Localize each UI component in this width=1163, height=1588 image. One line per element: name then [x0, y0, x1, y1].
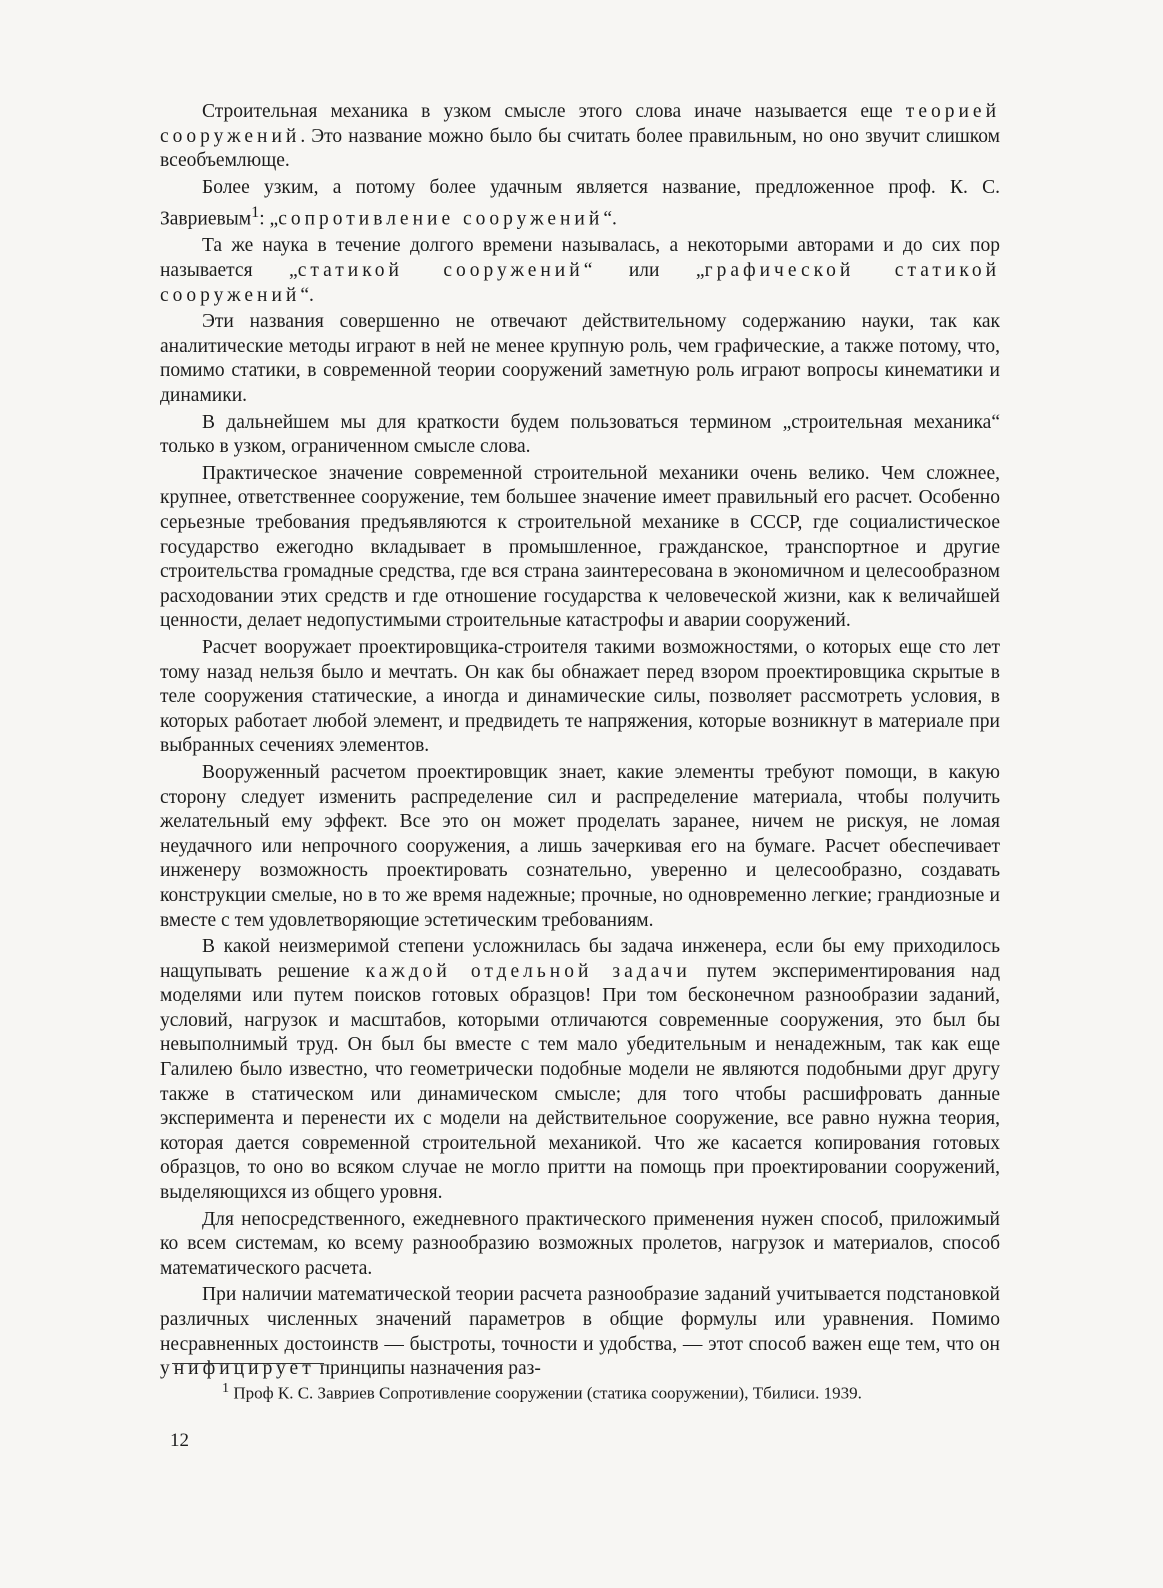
spaced-term: статикой сооружений: [297, 260, 584, 282]
text-run: . Это название можно было бы считать более правильным, но оно звучит слишком всеобъемлюще.: [160, 125, 1000, 172]
spaced-term: каждой отдельной задачи: [365, 960, 691, 982]
footnote-marker: 1: [222, 1380, 230, 1396]
text-run: “ или „: [583, 260, 705, 282]
text-run: “.: [603, 208, 617, 230]
body-text: [160, 100, 1000, 1384]
footnote-rule: [172, 1363, 324, 1364]
paragraph: [160, 1208, 1000, 1282]
text-run: путем экспериментирования над моделями или путем поисков готовых образцов! При том бесконечном разнообразии заданий, условий, нагрузок и масштабов, которыми отличаются современные сооружения, это был бы невыполнимый труд. Он был бы вместе с тем мало убедительным и ненадежным, так как еще Галилею было известно, что геометрически подобные модели не являются подобными друг другу также в статическом или динамическом смысле; для того чтобы расшифровать данные эксперимента и перенести их с модели на действительное сооружение, все равно нужна теория, которая дается современной строительной механикой. Что же касается копирования готовых образцов, то оно во всяком случае не могло притти на помощь при проектировании сооружений, выделяющихся из общего уровня.: [160, 960, 1001, 1204]
text-run: В какой неизмеримой степени усложнилась бы задача инженера, если бы ему приходилось нащупывать решение: [160, 936, 1000, 982]
text-run: Практическое значение современной строительной механики очень велико. Чем сложнее, крупнее, ответственнее сооружение, тем большее значение имеет правильный его расчет. Особенно серьезные требования предъявляются к строительной механике в СССР, где социалистическое государство ежегодно вкладывает в промышленное, гражданское, транспортное и другие строительства громадные средства, где вся страна заинтересована в экономичном и целесообразном расходовании этих средств и где отношение государства к человеческой жизни, как к величайшей ценности, делает недопустимыми строительные катастрофы и аварии сооружений.: [160, 462, 1000, 632]
text-run: Та же наука в течение долгого времени называлась, а некоторыми авторами и до сих пор называется „: [160, 235, 1000, 282]
spaced-term: графической статикой сооружений: [160, 260, 1000, 306]
paragraph: [160, 310, 1000, 408]
spaced-term: сопротивление сооружений: [278, 208, 604, 230]
text-run: При наличии математической теории расчета разнообразие заданий учитывается подстановкой различных численных значений параметров в общие формулы или уравнения. Помимо несравненных достоинств — быстроты, точности и удобства, — этот способ важен еще тем, что он: [160, 1284, 1000, 1355]
text-run: Для непосредственного, ежедневного практического применения нужен способ, приложимый ко всем системам, ко всему разнообразию возможных пролетов, нагрузок и материалов, способ математического расчета.: [160, 1208, 1000, 1279]
text-run: В дальнейшем мы для краткости будем пользоваться термином „строительная механика“ только в узком, ограниченном смысле слова.: [160, 411, 1000, 458]
text-run: : „: [259, 208, 279, 230]
text-run: Более узким, а потому более удачным является название, предложенное проф. К. С. Завриевым: [160, 176, 1000, 230]
text-run: принципы назначения раз-: [314, 1358, 541, 1380]
spaced-term: теорией сооружений: [160, 101, 1000, 147]
paragraph: [160, 636, 1000, 759]
text-run: Вооруженный расчетом проектировщик знает, какие элементы требуют помощи, в какую сторону следует изменить распределение сил и распределение материала, чтобы получить желательный ему эффект. Все это он может проделать заранее, ничем не рискуя, не ломая неудачного или непрочного сооружения, а лишь зачеркивая его на бумаге. Расчет обеспечивает инженеру возможность проектировать сознательно, уверенно и целесообразно, создавать конструкции смелые, но в то же время надежные; прочные, но одновременно легкие; грандиозные и вместе с тем удовлетворяющие эстетическим требованиям.: [160, 761, 1000, 931]
paragraph: [160, 411, 1000, 460]
paragraph: [160, 176, 1000, 233]
paragraph: [160, 234, 1000, 308]
text-run: Расчет вооружает проектировщика-строителя такими возможностями, о которых еще сто лет тому назад нельзя было и мечтать. Он как бы обнажает перед взором проектировщика скрытые в теле сооружения статические, а иногда и динамические силы, позволяет рассмотреть условия, в которых работает любой элемент, и предвидеть те напряжения, которые возникнут в материале при выбранных сечениях элементов.: [160, 636, 1000, 757]
text-run: “.: [300, 284, 314, 306]
paragraph: [160, 462, 1000, 634]
page-number: 12: [170, 1430, 189, 1451]
footnote-text: Проф К. С. Завриев Сопротивление сооружении (статика сооружении), Тбилиси. 1939.: [233, 1383, 862, 1403]
paragraph: [160, 1283, 1000, 1381]
paragraph: [160, 100, 1000, 174]
paragraph: [160, 935, 1000, 1206]
footnote-reference: 1: [251, 203, 260, 222]
spaced-term: унифицирует: [160, 1358, 315, 1380]
paragraph: [160, 761, 1000, 933]
text-run: Эти названия совершенно не отвечают действительному содержанию науки, так как аналитические методы играют в ней не менее крупную роль, чем графические, а также потому, что, помимо статики, в современной теории сооружений заметную роль играют вопросы кинематики и динамики.: [160, 311, 1000, 407]
text-run: Строительная механика в узком смысле этого слова иначе называется еще: [202, 101, 906, 122]
footnote: [172, 1378, 1002, 1404]
